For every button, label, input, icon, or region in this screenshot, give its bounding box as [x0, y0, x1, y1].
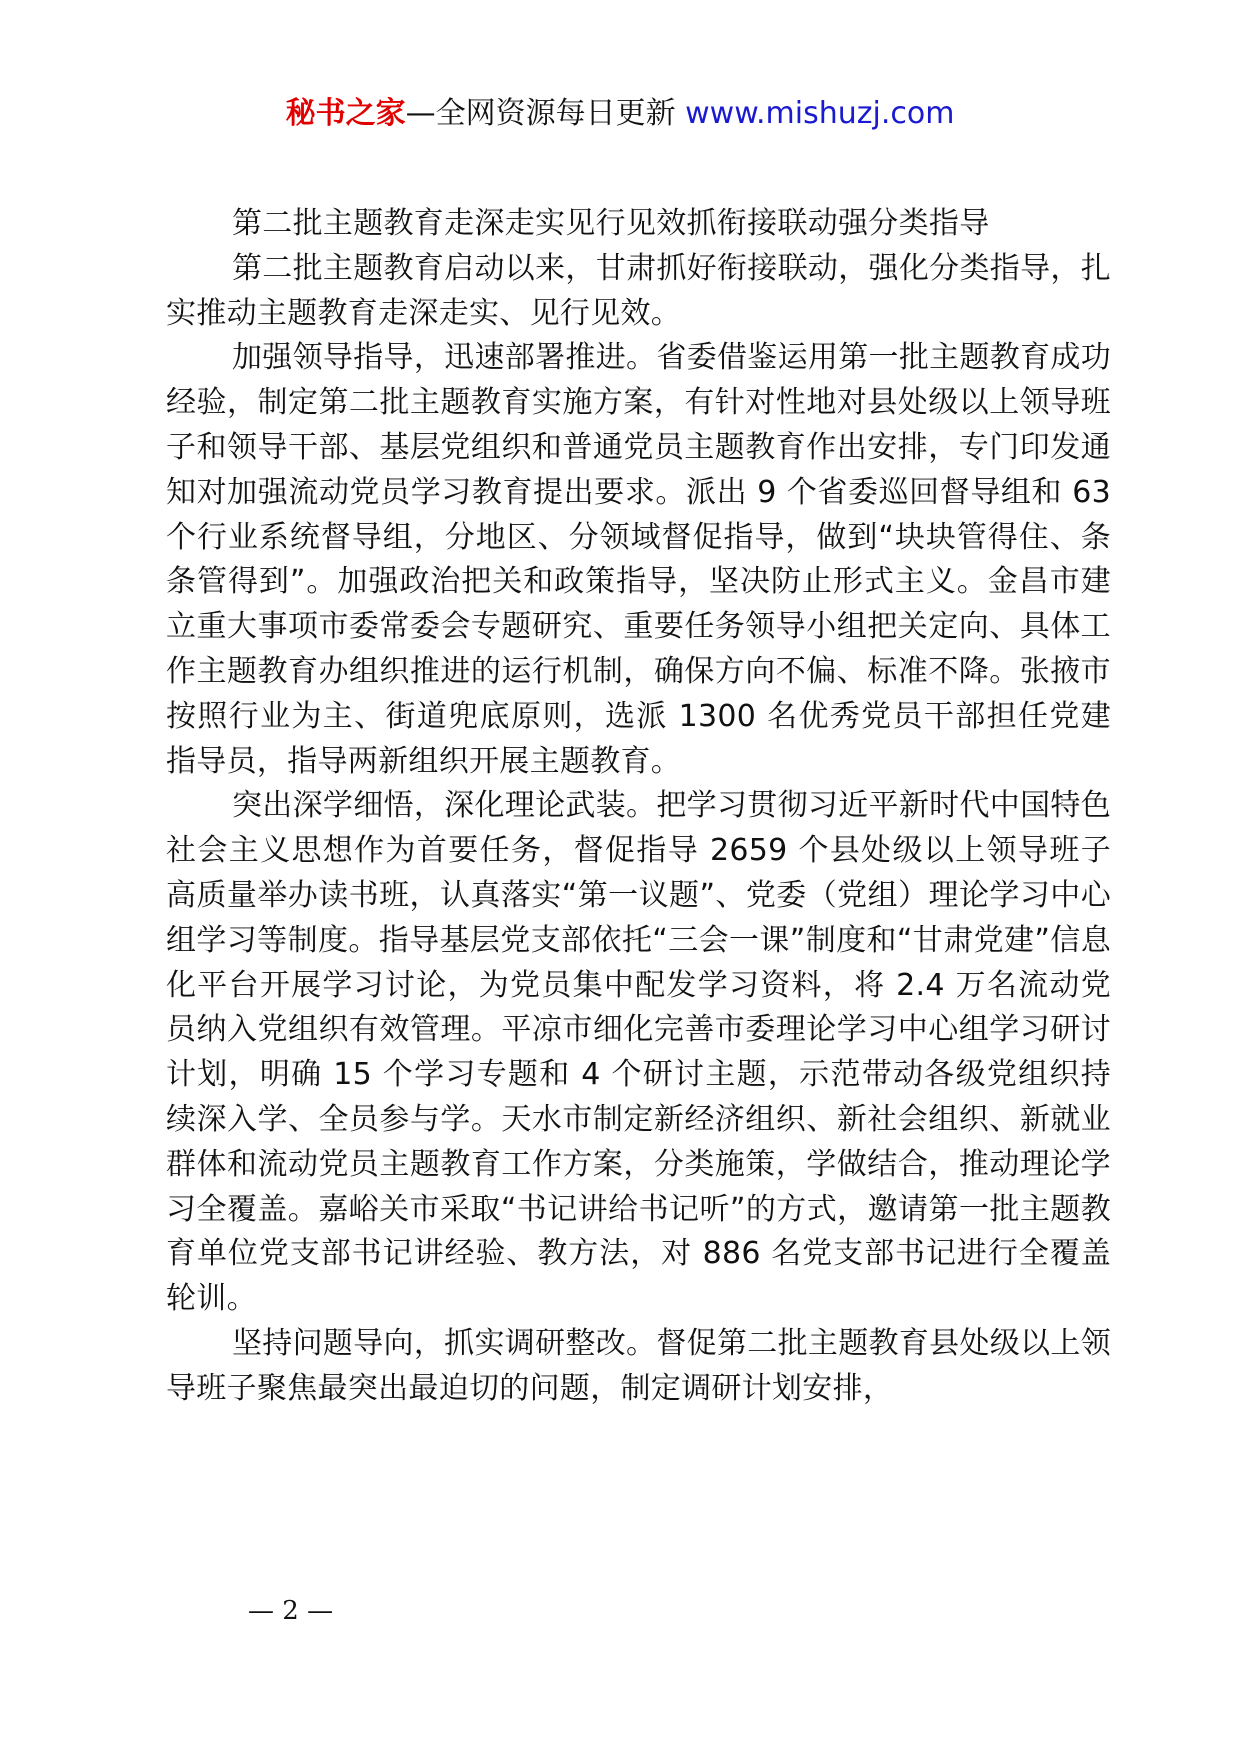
site-tagline: —全网资源每日更新 — [405, 96, 676, 131]
paragraph-intro: 第二批主题教育启动以来，甘肃抓好衔接联动，强化分类指导，扎实推动主题教育走深走实、见行见效。 — [166, 250, 1111, 331]
site-brand: 秘书之家 — [285, 96, 406, 131]
site-header — [0, 94, 1240, 134]
paragraph-theory-study: 突出深学细悟，深化理论武装。把学习贯彻习近平新时代中国特色社会主义思想作为首要任务，督促指导 2659 个县处级以上领导班子高质量举办读书班，认真落实“第一议题”、党委（党组）理论学习中心组学习等制度。指导基层党支部依托“三会一课”制度和“甘肃党建”信息化平台开展学习讨论，为党员集中配发学习资料，将 2.4 万名流动党员纳入党组织有效管理。平凉市细化完善市委理论学习中心组学习研讨计划，明确 15 个学习专题和 4 个研讨主题，示范带动各级党组织持续深入学、全员参与学。天水市制定新经济组织、新社会组织、新就业群体和流动党员主题教育工作方案，分类施策，学做结合，推动理论学习全覆盖。嘉峪关市采取“书记讲给书记听”的方式，邀请第一批主题教育单位党支部书记讲经验、教方法，对 886 名党支部书记进行全覆盖轮训。 — [166, 788, 1111, 1317]
page-number: — 2 — — [248, 1596, 334, 1626]
paragraph-leadership: 加强领导指导，迅速部署推进。省委借鉴运用第一批主题教育成功经验，制定第二批主题教育实施方案，有针对性地对县处级以上领导班子和领导干部、基层党组织和普通党员主题教育作出安排，专门印发通知对加强流动党员学习教育提出要求。派出 9 个省委巡回督导组和 63 个行业系统督导组，分地区、分领域督促指导，做到“块块管得住、条条管得到”。加强政治把关和政策指导，坚决防止形式主义。金昌市建立重大事项市委常委会专题研究、重要任务领导小组把关定向、具体工作主题教育办组织推进的运行机制，确保方向不偏、标准不降。张掖市按照行业为主、街道兜底原则，选派 1300 名优秀党员干部担任党建指导员，指导两新组织开展主题教育。 — [166, 340, 1111, 779]
site-url-link[interactable]: www.mishuzj.com — [685, 96, 955, 131]
document-title: 第二批主题教育走深走实见行见效抓衔接联动强分类指导 — [232, 206, 990, 241]
paragraph-problem-oriented: 坚持问题导向，抓实调研整改。督促第二批主题教育县处级以上领导班子聚焦最突出最迫切的问题，制定调研计划安排， — [166, 1325, 1111, 1406]
document-body — [166, 202, 1111, 1412]
